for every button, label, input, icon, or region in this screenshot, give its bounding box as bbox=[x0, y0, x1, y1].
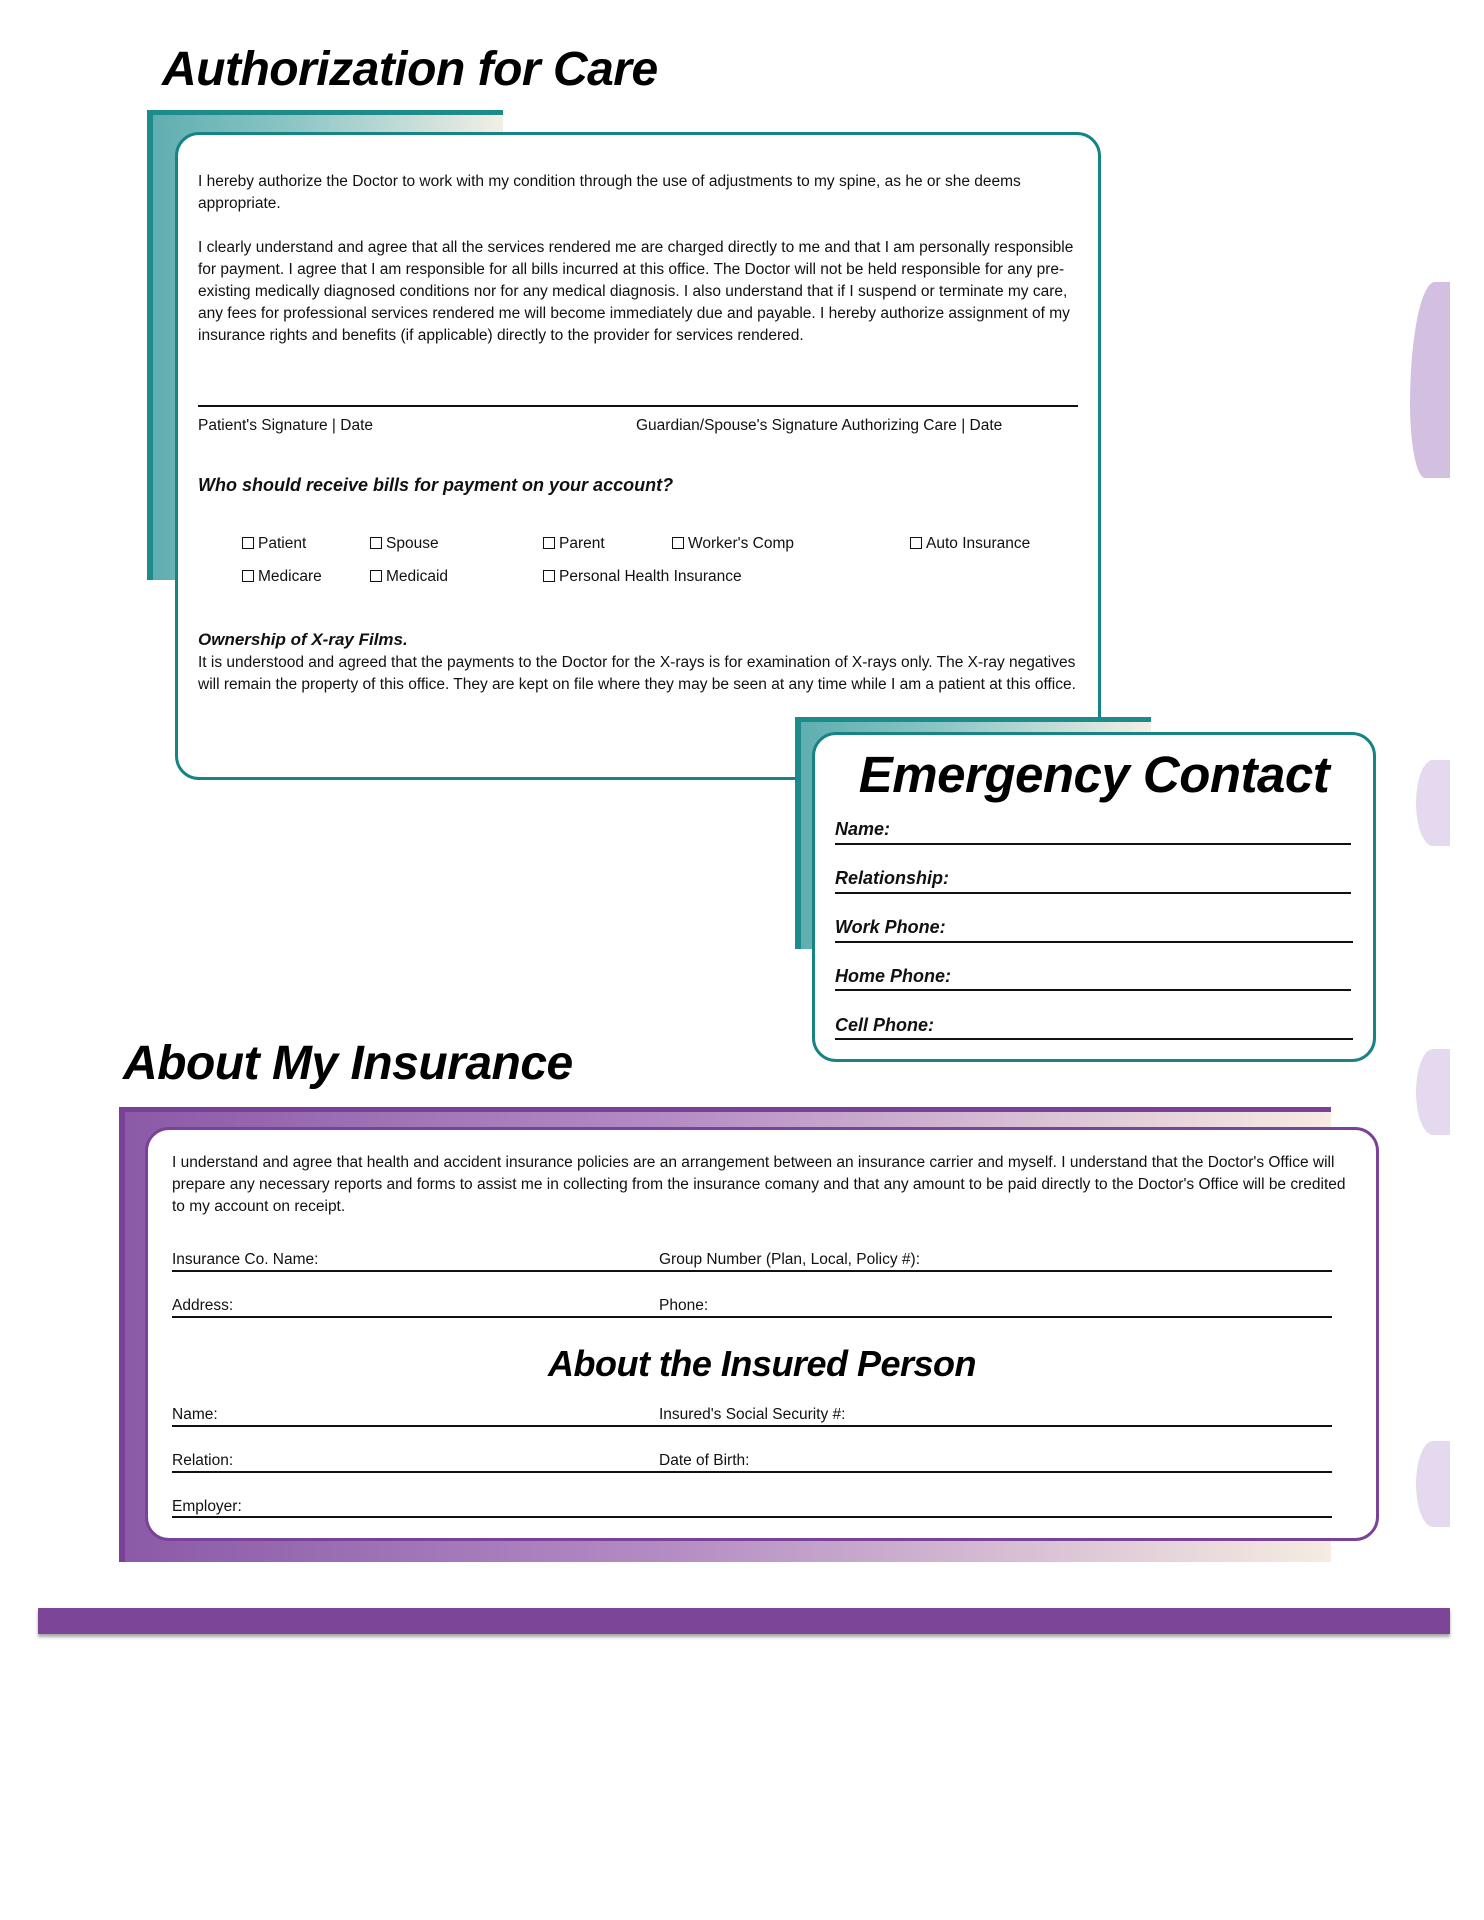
checkbox-icon bbox=[543, 570, 555, 582]
checkbox-medicare[interactable]: Medicare bbox=[242, 568, 322, 586]
xray-text: It is understood and agreed that the payments to the Doctor for the X-rays is for examination of X-rays only. The X-ray negatives will remain the property of this office. They are kept on file where they may be seen at any time while I am a patient at this office. bbox=[198, 654, 1076, 693]
checkbox-icon bbox=[242, 537, 254, 549]
insurance-paragraph: I understand and agree that health and accident insurance policies are an arrangement between an insurance carrier and myself. I understand that the Doctor's Office will prepare any necessary reports and forms to assist me in collecting from the insurance comany and that any amount to be paid directly to the Doctor's Office will be credited to my account on receipt. bbox=[172, 1154, 1346, 1215]
employer-line[interactable] bbox=[172, 1516, 1332, 1518]
authorization-title: Authorization for Care bbox=[162, 43, 658, 96]
footer-bar bbox=[38, 1608, 1450, 1634]
checkbox-patient[interactable]: Patient bbox=[242, 535, 306, 553]
guardian-signature-label: Guardian/Spouse's Signature Authorizing Care | Date bbox=[636, 417, 1003, 434]
emergency-name-label: Name: bbox=[835, 819, 891, 839]
emergency-cell-phone-label: Cell Phone: bbox=[835, 1015, 935, 1035]
checkbox-spouse[interactable]: Spouse bbox=[370, 535, 439, 553]
checkbox-icon bbox=[370, 570, 382, 582]
decorative-shape bbox=[1416, 1049, 1450, 1135]
insurance-panel bbox=[145, 1127, 1379, 1541]
insured-name-label: Name: bbox=[172, 1406, 218, 1423]
emergency-home-phone-label: Home Phone: bbox=[835, 966, 952, 986]
xray-heading: Ownership of X-ray Films. bbox=[198, 630, 408, 649]
authorization-panel bbox=[175, 132, 1101, 780]
emergency-cell-phone-line[interactable] bbox=[835, 1038, 1353, 1040]
dob-label: Date of Birth: bbox=[659, 1452, 750, 1469]
checkbox-parent[interactable]: Parent bbox=[543, 535, 605, 553]
checkbox-icon bbox=[910, 537, 922, 549]
insured-name-line[interactable] bbox=[172, 1425, 1332, 1427]
insurance-company-line[interactable] bbox=[172, 1270, 1332, 1272]
emergency-work-phone-label: Work Phone: bbox=[835, 917, 946, 937]
signature-line bbox=[198, 405, 1078, 407]
group-number-label: Group Number (Plan, Local, Policy #): bbox=[659, 1251, 921, 1268]
authorization-paragraph-1: I hereby authorize the Doctor to work with my condition through the use of adjustments to my spine, as he or she deems appropriate. bbox=[198, 173, 1021, 212]
insurance-title: About My Insurance bbox=[123, 1037, 573, 1090]
relation-label: Relation: bbox=[172, 1452, 234, 1469]
bills-question: Who should receive bills for payment on your account? bbox=[198, 475, 674, 495]
phone-label: Phone: bbox=[659, 1297, 709, 1314]
emergency-work-phone-line[interactable] bbox=[835, 941, 1353, 943]
emergency-title: Emergency Contact bbox=[858, 746, 1330, 803]
checkbox-icon bbox=[242, 570, 254, 582]
emergency-relationship-label: Relationship: bbox=[835, 868, 950, 888]
decorative-shape bbox=[1416, 760, 1450, 846]
address-line[interactable] bbox=[172, 1316, 1332, 1318]
ssn-label: Insured's Social Security #: bbox=[659, 1406, 846, 1423]
checkbox-medicaid[interactable]: Medicaid bbox=[370, 568, 448, 586]
employer-label: Employer: bbox=[172, 1498, 242, 1515]
checkbox-auto-insurance[interactable]: Auto Insurance bbox=[910, 535, 1030, 553]
insured-person-title: About the Insured Person bbox=[547, 1343, 977, 1384]
relation-line[interactable] bbox=[172, 1471, 1332, 1473]
insurance-company-label: Insurance Co. Name: bbox=[172, 1251, 319, 1268]
emergency-relationship-line[interactable] bbox=[835, 892, 1351, 894]
checkbox-icon bbox=[370, 537, 382, 549]
checkbox-icon bbox=[543, 537, 555, 549]
emergency-home-phone-line[interactable] bbox=[835, 989, 1351, 991]
authorization-paragraph-2: I clearly understand and agree that all the services rendered me are charged directly to me and that I am personally responsible for payment. I agree that I am responsible for all bills incurred at this office. The Doctor will not be held responsible for any pre-existing medically diagnosed conditions nor for any medical diagnosis. I also understand that if I suspend or terminate my care, any fees for professional services rendered me will become immediately due and payable. I hereby authorize assignment of my insurance rights and benefits (if applicable) directly to the provider for services rendered. bbox=[198, 239, 1074, 344]
decorative-shape bbox=[1416, 1441, 1450, 1527]
patient-signature-label: Patient's Signature | Date bbox=[198, 417, 374, 434]
address-label: Address: bbox=[172, 1297, 234, 1314]
decorative-shape bbox=[1410, 282, 1450, 478]
checkbox-personal-health-insurance[interactable]: Personal Health Insurance bbox=[543, 568, 742, 586]
checkbox-workers-comp[interactable]: Worker's Comp bbox=[672, 535, 794, 553]
emergency-panel bbox=[812, 732, 1376, 1062]
emergency-name-line[interactable] bbox=[835, 843, 1351, 845]
checkbox-icon bbox=[672, 537, 684, 549]
